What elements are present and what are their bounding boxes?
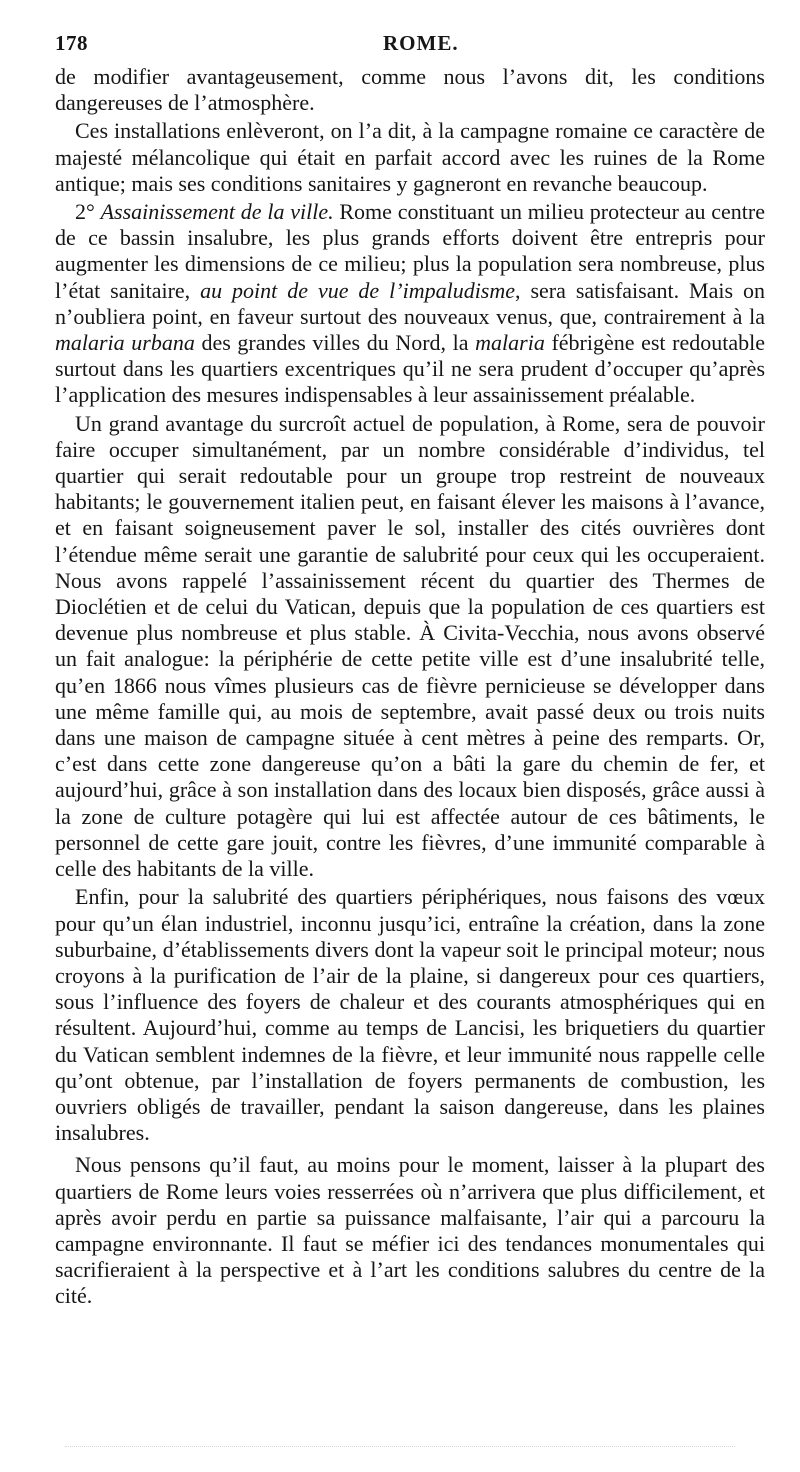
body-text (55, 64, 765, 1310)
scan-marks (65, 1446, 735, 1451)
italic-phrase: malaria urbana (55, 330, 195, 356)
paragraph-population: Un grand avantage du surcroît actuel de population, à Rome, sera de pouvoir faire occuper simultanément, par un nombre considérable d’individus, tel quartier qui serait redoutable pour un groupe trop restreint de nouveaux habitants; le gouvernement italien peut, en faisant élever les maisons à l’avance, et en faisant soigneusement paver le sol, installer des cités ouvrières dont l’étendue même serait une garantie de salubrité pour ceux qui les occuperaient. Nous avons rappelé l’assainissement récent du quartier des Thermes de Dioclétien et de celui du Vatican, depuis que la population de ces quartiers est devenue plus nombreuse et plus stable. À Civita-Vecchia, nous avons observé un fait analogue: la périphérie de cette petite ville est d’une insalubrité telle, qu’en 1866 nous vîmes plusieurs cas de fièvre pernicieuse se développer dans une même famille qui, au mois de septembre, avait passé deux ou trois nuits dans une maison de campagne située à cent mètres à peine des remparts. Or, c’est dans cette zone dangereuse qu’on a bâti la gare du chemin de fer, et aujourd’hui, grâce à son installation dans des locaux bien disposés, grâce aussi à la zone de culture potagère qui lui est affectée autour de ces bâtiments, le personnel de cette gare jouit, contre les fièvres, d’une immunité comparable à celle des habitants de la ville. (55, 410, 765, 882)
paragraph-continuation: de modifier avantageusement, comme nous l’avons dit, les conditions dangereuses de l’atmosphère. (55, 64, 765, 116)
italic-phrase: malaria (475, 330, 545, 356)
paragraph-text-part: Rome constituant un milieu protecteur au centre de ce bassin insalubre, les plus grands efforts doivent être entrepris pour augmenter les dimensions de ce milieu; plus la population sera nombreuse, plus l’état sanitaire, (55, 199, 765, 303)
paragraph-text-part: fébrigène est redoutable surtout dans les quartiers excentriques qu’il ne sera prudent d’occuper qu’après l’application des mesures indispensables à leur assainissement préalable. (55, 330, 766, 408)
paragraph-peripheral-quarters: Enfin, pour la salubrité des quartiers périphériques, nous faisons des vœux pour qu’un élan industriel, inconnu jusqu’ici, entraîne la création, dans la zone suburbaine, d’établissements divers dont la vapeur soit le principal moteur; nous croyons à la purification de l’air de la plaine, si dangereux pour ces quartiers, sous l’influence des foyers de chaleur et des courants atmosphériques qui en résultent. Aujourd’hui, comme au temps de Lancisi, les briquetiers du quartier du Vatican semblent indemnes de la fièvre, et leur immunité nous rappelle celle qu’ont obtenue, par l’installation de foyers permanents de combustion, les ouvriers obligés de travailler, pendant la saison dangereuse, dans les plaines insalubres. (55, 884, 765, 1146)
paragraph-text-part: des grandes villes du Nord, la (194, 330, 476, 356)
running-head (55, 30, 765, 60)
page-number: 178 (55, 31, 88, 55)
paragraph-installations: Ces installations enlèveront, on l’a dit, à la campagne romaine ce caractère de majesté mélancolique qui était en parfait accord avec les ruines de la Rome antique; mais ses conditions sanitaires y gagneront en revanche beaucoup. (55, 118, 765, 196)
italic-phrase: au point de vue de l’impaludisme (200, 277, 516, 303)
paragraph-narrow-streets: Nous pensons qu’il faut, au moins pour le moment, laisser à la plupart des quartiers de Rome leurs voies resserrées où n’arrivera que plus difficilement, et après avoir perdu en partie sa puissance malfaisante, l’air qui a parcouru la campagne environnante. Il faut se méfier ici des tendances monumentales qui sacrifieraient à la perspective et à l’art les conditions salubres du centre de la cité. (55, 1152, 765, 1309)
section-number: 2° (75, 199, 101, 225)
section-heading: Assainissement de la ville. (100, 199, 334, 225)
paragraph-assainissement (55, 199, 765, 409)
running-title: ROME. (383, 31, 459, 55)
paragraph-text-part: , sera satisfaisant. Mais on n’oubliera point, en faveur surtout des nouveaux venus, que, contrairement à la (55, 277, 765, 329)
